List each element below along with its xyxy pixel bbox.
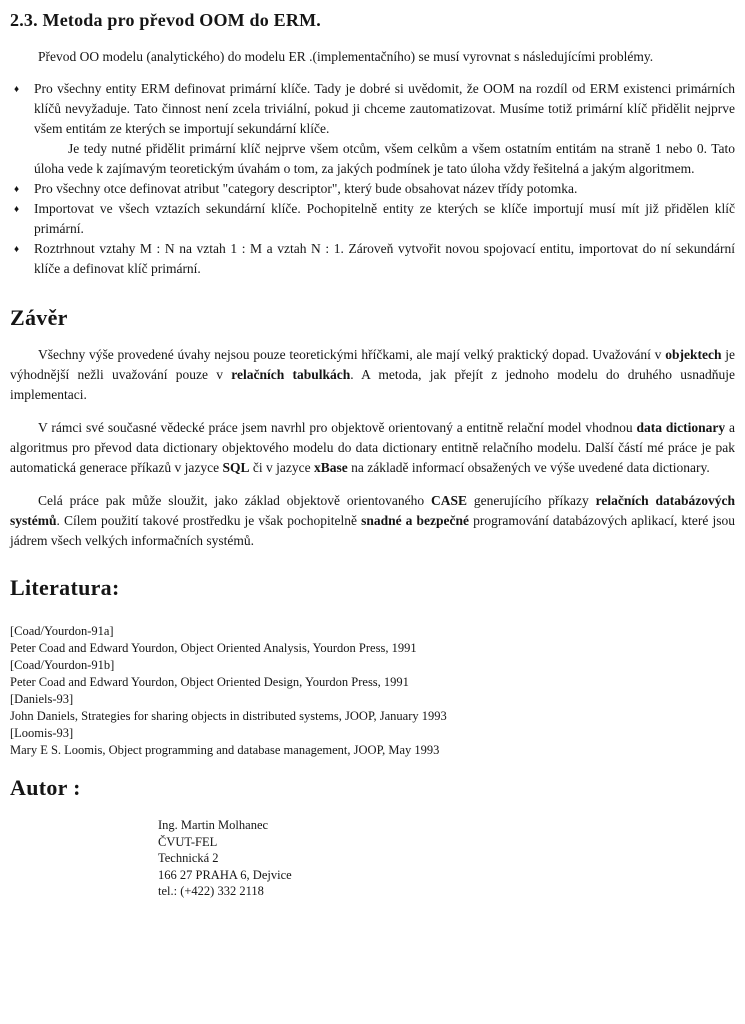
diamond-bullet-icon: ♦: [14, 184, 20, 195]
author-line: 166 27 PRAHA 6, Dejvice: [158, 867, 292, 882]
bullet-list: [10, 79, 735, 279]
reference-line: Peter Coad and Edward Yourdon, Object Oriented Analysis, Yourdon Press, 1991: [10, 641, 417, 655]
zaver-paragraph-1: Všechny výše provedené úvahy nejsou pouze teoretickými hříčkami, ale mají velký praktický dopad. Uvažování v objektech je výhodnější nežli uvažování pouze v relačních tabulkách. A metoda, jak přejít z jednoho modelu do druhého usnadňuje implementaci.: [10, 347, 736, 402]
zaver-paragraph-3: Celá práce pak může sloužit, jako základ objektově orientovaného CASE generujícího příkazy relačních databázových systémů. Cílem použití takové prostředku je však pochopitelně snadné a bezpečné programování databázových aplikací, které jsou jádrem všech velkých informačních systémů.: [10, 493, 736, 548]
bullet-item: [10, 79, 735, 179]
reference-line: [Daniels-93]: [10, 692, 74, 706]
diamond-bullet-icon: ♦: [14, 84, 20, 95]
author-block: [158, 817, 735, 900]
section-title: 2.3. Metoda pro převod OOM do ERM.: [10, 10, 321, 30]
zaver-heading: Závěr: [10, 305, 68, 330]
bullet-text: Pro všechny otce definovat atribut "category descriptor", který bude obsahovat název třídy potomka.: [34, 181, 578, 196]
autor-heading: Autor :: [10, 775, 81, 800]
author-line: Ing. Martin Molhanec: [158, 818, 269, 832]
author-line: tel.: (+422) 332 2118: [158, 884, 264, 898]
zaver-paragraph-2: V rámci své současné vědecké práce jsem navrhl pro objektově orientovaný a entitně relační model vhodnou data dictionary a algoritmus pro převod data dictionary objektového modelu do data dictionary entitně relačního modelu. Další částí mé práce je pak automatická generace příkazů v jazyce SQL či v jazyce xBase na základě informací obsažených ve výše uvedené data dictionary.: [10, 420, 735, 475]
reference-line: [Coad/Yourdon-91a]: [10, 624, 114, 638]
reference-line: [Coad/Yourdon-91b]: [10, 658, 115, 672]
bullet-text: Roztrhnout vztahy M : N na vztah 1 : M a vztah N : 1. Zároveň vytvořit novou spojovací entitu, importovat do ní sekundární klíče a definovat klíč primární.: [34, 241, 735, 276]
diamond-bullet-icon: ♦: [14, 244, 20, 255]
literatura-heading: Literatura:: [10, 575, 120, 600]
reference-line: John Daniels, Strategies for sharing objects in distributed systems, JOOP, January 1993: [10, 709, 447, 723]
intro-paragraph: Převod OO modelu (analytického) do modelu ER .(implementačního) se musí vyrovnat s následujícími problémy.: [38, 49, 654, 64]
author-line: Technická 2: [158, 851, 219, 865]
bullet-item: [10, 239, 735, 279]
bullet-sub-paragraph: Je tedy nutné přidělit primární klíč nejprve všem otcům, všem celkům a všem ostatním entitám na straně 1 nebo 0. Tato úloha vede k zajímavým teoretickým úvahám o tom, za jakých podmínek je tato úloha vždy řešitelná a jakým algoritmem.: [34, 141, 735, 176]
bullet-item: [10, 179, 735, 199]
author-line: ČVUT-FEL: [158, 834, 218, 849]
bullet-item: [10, 199, 735, 239]
reference-line: Mary E S. Loomis, Object programming and database management, JOOP, May 1993: [10, 743, 440, 757]
reference-line: Peter Coad and Edward Yourdon, Object Oriented Design, Yourdon Press, 1991: [10, 675, 409, 689]
reference-list: [10, 623, 735, 759]
bullet-text: Importovat ve všech vztazích sekundární klíče. Pochopitelně entity ze kterých se klíče importují musí mít již přidělen klíč primární.: [34, 201, 735, 236]
diamond-bullet-icon: ♦: [14, 204, 20, 215]
reference-line: [Loomis-93]: [10, 726, 74, 740]
bullet-text: Pro všechny entity ERM definovat primární klíče. Tady je dobré si uvědomit, že OOM na rozdíl od ERM existenci primárních klíčů nevyžaduje. Tato činnost není zcela triviální, pokud ji chceme zautomatizovat. Musíme totiž primární klíč přidělit nejprve všem entitám ze kterých se importují sekundární klíče.: [34, 81, 735, 136]
